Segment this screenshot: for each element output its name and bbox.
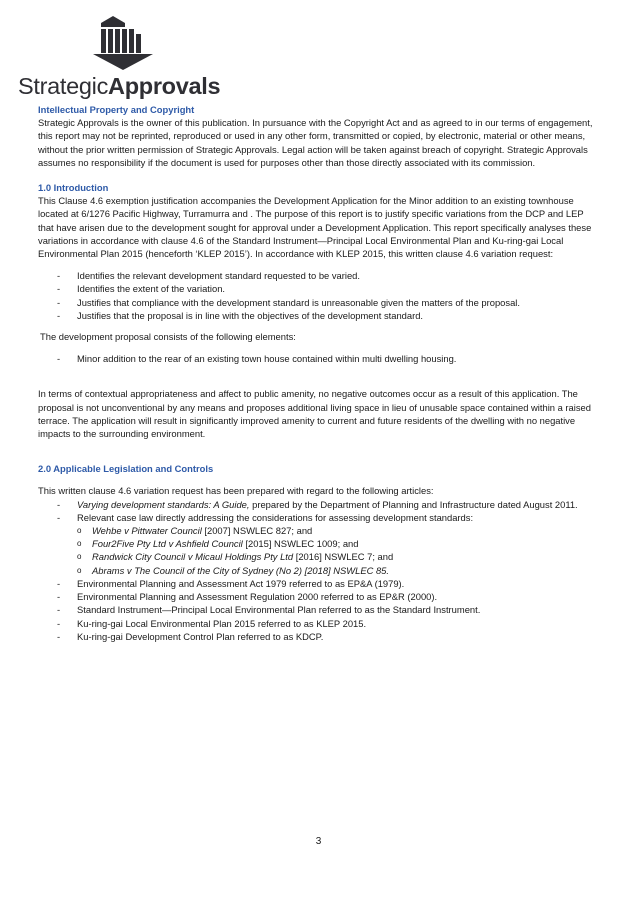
elements-intro: The development proposal consists of the following elements: [40, 331, 296, 343]
list-item: - Identifies the extent of the variation. [38, 282, 594, 295]
elements-list [38, 352, 594, 365]
list-item: - Minor addition to the rear of an existing town house contained within multi dwelling housing. [38, 352, 594, 365]
variation-request-list [38, 269, 594, 322]
list-item: o Wehbe v Pittwater Council [2007] NSWLEC 827; and [38, 524, 594, 537]
list-item: o Four2Five Pty Ltd v Ashfield Council [2015] NSWLEC 1009; and [38, 537, 594, 550]
logo-wordmark: StrategicApprovals [18, 73, 221, 99]
building-columns-icon [91, 14, 155, 72]
introduction-paragraph: This Clause 4.6 exemption justification accompanies the Development Application for the Minor addition to an existing townhouse located at 6/1276 Pacific Highway, Turramurra and . The purpose of this report is to justify specific variations from the DCP and LEP that have arisen due to the development sought for approval under a Development Application. This report specifically analyses these variations in accordance with clause 4.6 of the Standard Instrument—Principal Local Environmental Plan and Ku-ring-gai Local Environmental Plan 2015 (henceforth ‘KLEP 2015’). In accordance with KLEP 2015, this written clause 4.6 variation request: [38, 195, 592, 260]
document-body [38, 103, 594, 643]
list-item: - Varying development standards: A Guide, prepared by the Department of Planning and Infrastructure dated August 2011. [38, 498, 594, 511]
list-item: - Environmental Planning and Assessment Act 1979 referred to as EP&A (1979). [38, 577, 594, 590]
strategic-approvals-logo [18, 14, 228, 99]
list-item: - Justifies that the proposal is in line with the objectives of the development standard. [38, 309, 594, 322]
list-item: o Randwick City Council v Micaul Holdings Pty Ltd [2016] NSWLEC 7; and [38, 550, 594, 563]
list-item: - Justifies that compliance with the development standard is unreasonable given the matters of the proposal. [38, 296, 594, 309]
case-law-list [38, 524, 594, 577]
list-item: - Ku-ring-gai Local Environmental Plan 2015 referred to as KLEP 2015. [38, 617, 594, 630]
introduction-heading: 1.0 Introduction [38, 182, 109, 194]
list-item: - Relevant case law directly addressing the considerations for assessing development standards: o Wehbe v Pittwater Council [2007] NSWLEC 827; and o Four2Five Pty Ltd v Ashfield Council [2015] NSWLEC 1009; and o Randwick City Council v Micaul Holdings Pty Ltd [2016] NSWLEC 7; and o Abrams v The Council of the City of Sydney (No 2) [2018] NSWLEC 85. [38, 511, 594, 577]
list-item: - Ku-ring-gai Development Control Plan referred to as KDCP. [38, 630, 594, 643]
context-paragraph: In terms of contextual appropriateness and affect to public amenity, no negative outcomes occur as a result of this application. The proposal is not unconventional by any means and proposes additional living space in lieu of unusable space contained within a raised terrace. The application will result in significantly improved amenity to current and future residents of the dwelling with no negative impacts to the surrounding environment. [38, 388, 591, 440]
legislation-heading: 2.0 Applicable Legislation and Controls [38, 463, 214, 475]
list-item: o Abrams v The Council of the City of Sydney (No 2) [2018] NSWLEC 85. [38, 564, 594, 577]
list-item: - Standard Instrument—Principal Local Environmental Plan referred to as the Standard Instrument. [38, 603, 594, 616]
legislation-list [38, 498, 594, 643]
ip-paragraph: Strategic Approvals is the owner of this publication. In pursuance with the Copyright Act and as agreed to in our terms of engagement, this report may not be reprinted, reproduced or used in any other form, transmitted or copied, by electronic, material or other means, without the prior written permission of Strategic Approvals. Legal action will be taken against breach of copyright. Strategic Approvals assumes no responsibility if the document is used for purposes other than those directly associated with its commission. [38, 117, 593, 168]
list-item: - Identifies the relevant development standard requested to be varied. [38, 269, 594, 282]
list-item: - Environmental Planning and Assessment Regulation 2000 referred to as EP&R (2000). [38, 590, 594, 603]
legislation-intro: This written clause 4.6 variation request has been prepared with regard to the following articles: [38, 485, 434, 497]
ip-heading: Intellectual Property and Copyright [38, 104, 195, 115]
page-number: 3 [315, 836, 322, 847]
